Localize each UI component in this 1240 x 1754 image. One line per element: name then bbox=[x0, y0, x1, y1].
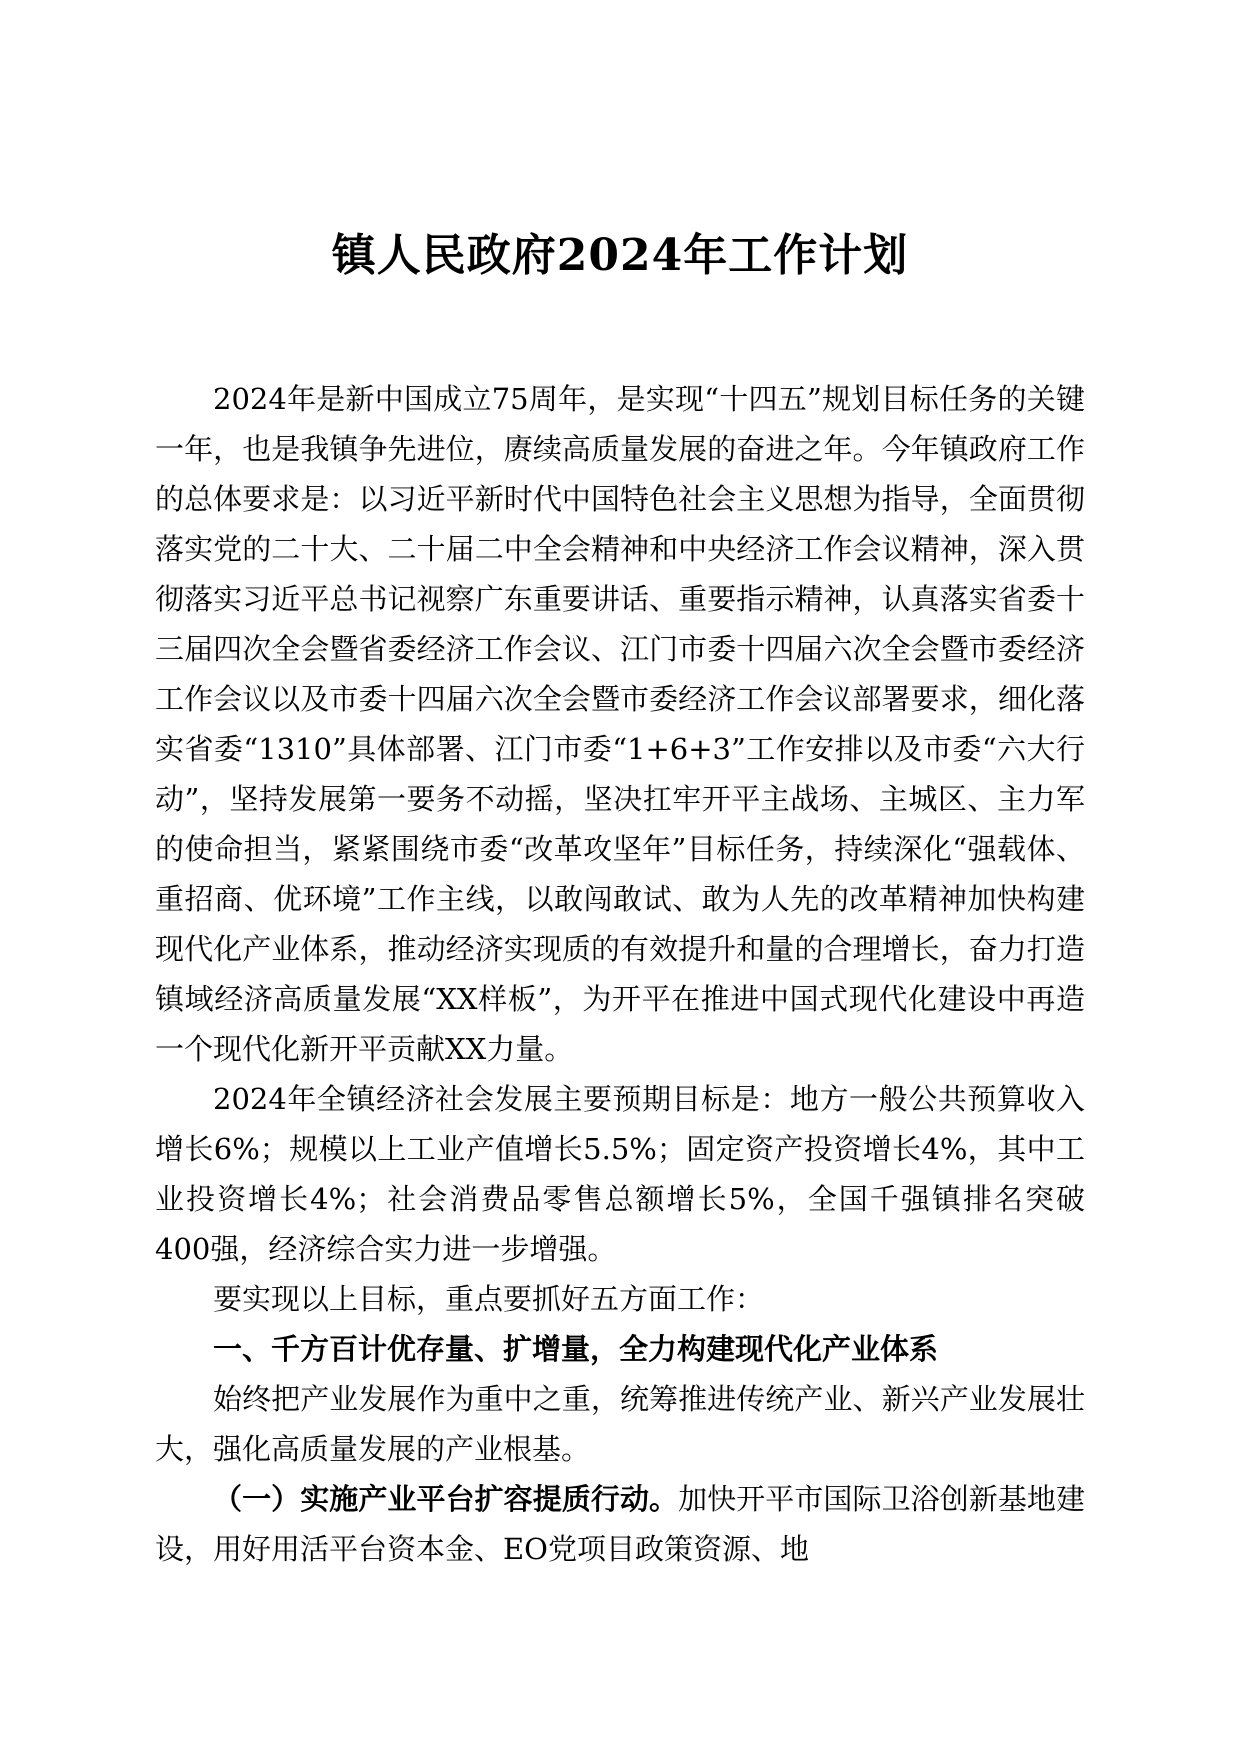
section-intro-paragraph: 始终把产业发展作为重中之重，统筹推进传统产业、新兴产业发展壮大，强化高质量发展的产业根基。 bbox=[155, 1382, 1085, 1466]
section-heading: 一、千方百计优存量、扩增量，全力构建现代化产业体系 bbox=[213, 1332, 939, 1366]
work-overview-paragraph: 要实现以上目标，重点要抓好五方面工作： bbox=[213, 1282, 765, 1316]
subsection-paragraph bbox=[155, 1474, 1085, 1574]
document-body bbox=[155, 374, 1085, 1574]
subsection-text: 加快开平市国际卫浴创新基地建设，用好用活平台资本金、EO党项目政策资源、地 bbox=[155, 1482, 1085, 1566]
intro-paragraph: 2024年是新中国成立75周年，是实现“十四五”规划目标任务的关键一年，也是我镇争先进位，赓续高质量发展的奋进之年。今年镇政府工作的总体要求是：以习近平新时代中国特色社会主义思想为指导，全面贯彻落实党的二十大、二十届二中全会精神和中央经济工作会议精神，深入贯彻落实习近平总书记视察广东重要讲话、重要指示精神，认真落实省委十三届四次全会暨省委经济工作会议、江门市委十四届六次全会暨市委经济工作会议以及市委十四届六次全会暨市委经济工作会议部署要求，细化落实省委“1310”具体部署、江门市委“1+6+3”工作安排以及市委“六大行动”，坚持发展第一要务不动摇，坚决扛牢开平主战场、主城区、主力军的使命担当，紧紧围绕市委“改革攻坚年”目标任务，持续深化“强载体、重招商、优环境”工作主线，以敢闯敢试、敢为人先的改革精神加快构建现代化产业体系，推动经济实现质的有效提升和量的合理增长，奋力打造镇域经济高质量发展“XX样板”，为开平在推进中国式现代化建设中再造一个现代化新开平贡献XX力量。 bbox=[155, 382, 1085, 1066]
subsection-lead: （一）实施产业平台扩容提质行动。 bbox=[213, 1482, 679, 1516]
targets-paragraph: 2024年全镇经济社会发展主要预期目标是：地方一般公共预算收入增长6%；规模以上工业产值增长5.5%；固定资产投资增长4%，其中工业投资增长4%；社会消费品零售总额增长5%，全国千强镇排名突破400强，经济综合实力进一步增强。 bbox=[155, 1082, 1085, 1266]
page-title: 镇人民政府2024年工作计划 bbox=[331, 230, 909, 281]
